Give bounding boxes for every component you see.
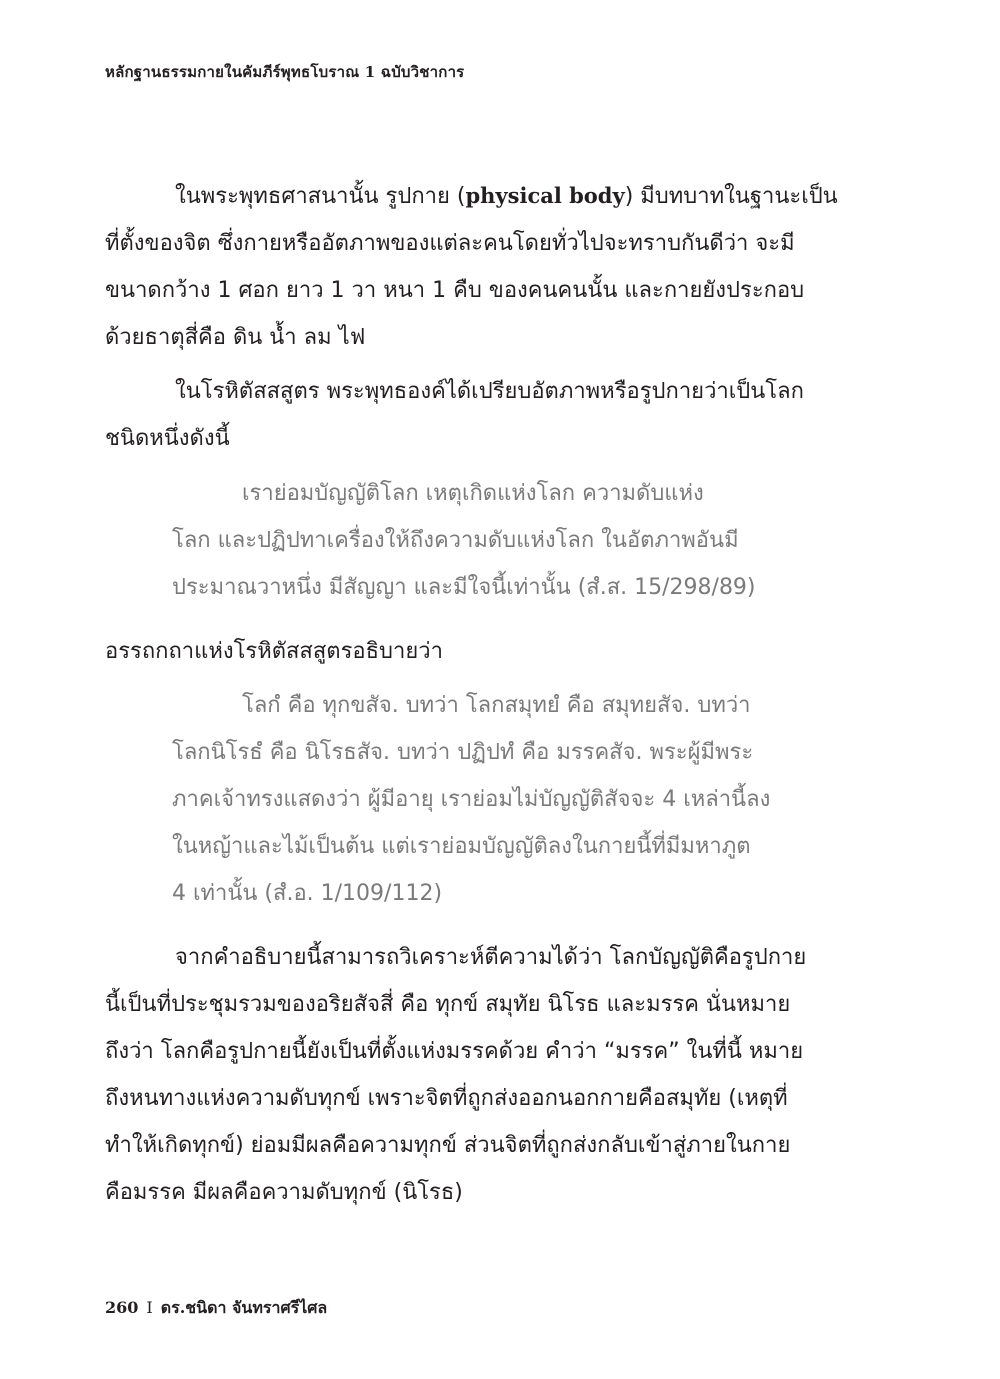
quote-line: ประมาณวาหนึ่ง มีสัญญา และมีใจนี้เท่านั้น (สํ.ส. 15/298/89) — [172, 575, 756, 600]
page-footer — [105, 1296, 327, 1321]
quote-line: ในหญ้าและไม้เป็นต้น แต่เราย่อมบัญญัติลงในกายนี้ที่มีมหาภูต — [172, 834, 751, 859]
commentary-heading — [105, 628, 860, 675]
paragraph-line: คือมรรค มีผลคือความดับทุกข์ (นิโรธ) — [105, 1180, 463, 1205]
commentary-quote — [172, 682, 794, 917]
paragraph-line: ในโรหิตัสสสูตร พระพุทธองค์ได้เปรียบอัตภาพหรือรูปกายว่าเป็นโลก — [175, 379, 804, 404]
author-name: ดร.ชนิดา จันทราศรีไศล — [160, 1298, 328, 1317]
paragraph-line: ขนาดกว้าง 1 ศอก ยาว 1 วา หนา 1 คืบ ของคนคนนั้น และกายยังประกอบ — [105, 278, 805, 303]
paragraph-line: ถึงหนทางแห่งความดับทุกข์ เพราะจิตที่ถูกส่งออกนอกกายคือสมุทัย (เหตุที่ — [105, 1086, 788, 1111]
running-header: หลักฐานธรรมกายในคัมภีร์พุทธโบราณ 1 ฉบับวิชาการ — [105, 63, 465, 81]
quote-line: โลกํ คือ ทุกขสัจ. บทว่า โลกสมุทยํ คือ สมุทยสัจ. บทว่า — [242, 693, 751, 718]
quote-line: ภาคเจ้าทรงแสดงว่า ผู้มีอายุ เราย่อมไม่บัญญัติสัจจะ 4 เหล่านี้ลง — [172, 787, 771, 812]
paragraph-line: ด้วยธาตุสี่คือ ดิน น้ำ ลม ไฟ — [105, 325, 366, 350]
paragraph-line: ถึงว่า โลกคือรูปกายนี้ยังเป็นที่ตั้งแห่งมรรคด้วย คำว่า “มรรค” ในที่นี้ หมาย — [105, 1039, 804, 1064]
paragraph-line: ชนิดหนึ่งดังนี้ — [105, 426, 230, 451]
paragraph-line: จากคำอธิบายนี้สามารถวิเคราะห์ตีความได้ว่า โลกบัญญัติคือรูปกาย — [175, 945, 807, 970]
sutta-quote — [172, 470, 794, 611]
latin-term: physical body — [465, 183, 625, 208]
paragraph-rupakaya — [105, 172, 860, 361]
paragraph-line: นี้เป็นที่ประชุมรวมของอริยสัจสี่ คือ ทุกข์ สมุทัย นิโรธ และมรรค นั่นหมาย — [105, 992, 791, 1017]
paragraph-rohitassa-sutta — [105, 368, 860, 462]
page-number: 260 — [105, 1298, 139, 1317]
quote-line: 4 เท่านั้น (สํ.อ. 1/109/112) — [172, 881, 443, 906]
footer-separator: I — [146, 1298, 153, 1317]
paragraph-analysis — [105, 934, 860, 1216]
quote-line: โลกนิโรธํ คือ นิโรธสัจ. บทว่า ปฏิปทํ คือ มรรคสัจ. พระผู้มีพระ — [172, 740, 754, 765]
paragraph-line: อรรถกถาแห่งโรหิตัสสสูตรอธิบายว่า — [105, 639, 443, 664]
quote-line: โลก และปฏิปทาเครื่องให้ถึงความดับแห่งโลก ในอัตภาพอันมี — [172, 528, 739, 553]
paragraph-line: ทำให้เกิดทุกข์) ย่อมมีผลคือความทุกข์ ส่วนจิตที่ถูกส่งกลับเข้าสู่ภายในกาย — [105, 1133, 791, 1158]
paragraph-line: ในพระพุทธศาสนานั้น รูปกาย (physical body) มีบทบาทในฐานะเป็น — [175, 183, 838, 209]
quote-line: เราย่อมบัญญัติโลก เหตุเกิดแห่งโลก ความดับแห่ง — [242, 481, 704, 506]
paragraph-line: ที่ตั้งของจิต ซึ่งกายหรืออัตภาพของแต่ละคนโดยทั่วไปจะทราบกันดีว่า จะมี — [105, 231, 795, 256]
